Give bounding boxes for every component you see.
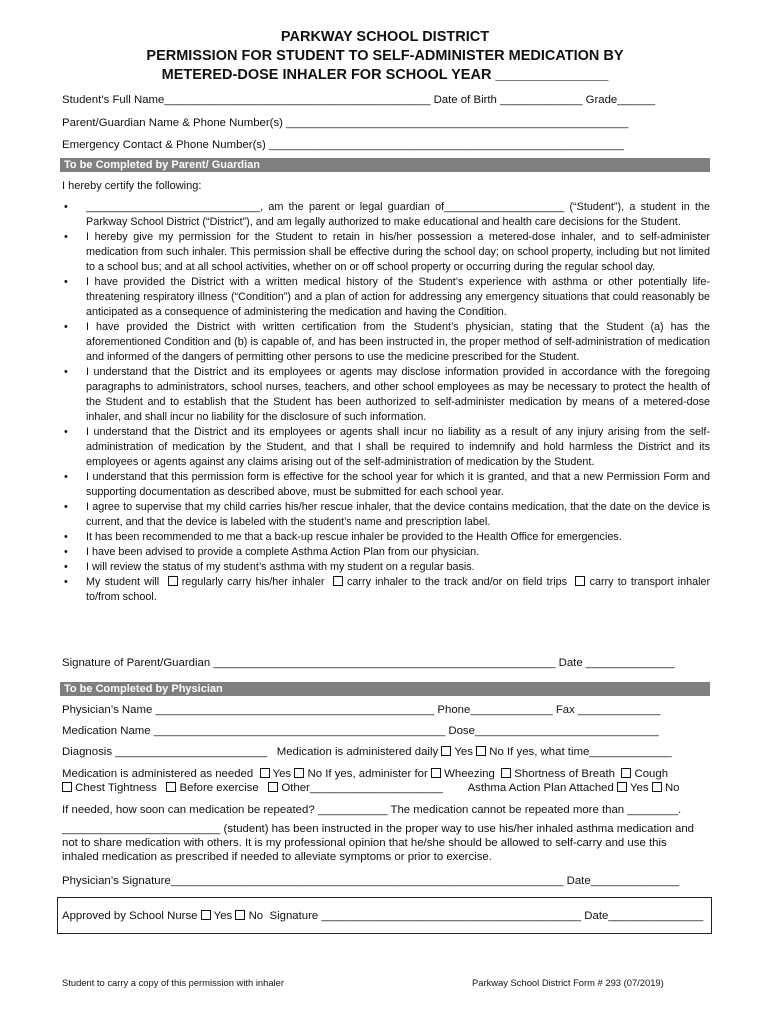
list-item: • _____________________________, am the parent or legal guardian of____________________ (“Student”), a student in the Parkway School District (“District”), and am legally authorized to make educational and health care decisions for the Student. [64, 201, 710, 228]
list-item: • I understand that the District and its employees or agents shall incur no liability as a result of any injury arising from the self-administration of medication by the Student, and that I shall be required to indemnify and hold harmless the District and its employees or agents against any claims arising out of the self-administration of medication by the Student. [64, 426, 710, 468]
symptoms-row: Chest Tightness Before exercise Other_____________________ Asthma Action Plan Attached Yes No [62, 782, 680, 794]
physician-signature-field[interactable]: Physician’s Signature______________________________________________________________ Date______________ [62, 875, 680, 887]
as-needed-no-checkbox[interactable] [294, 768, 304, 778]
list-item: • I agree to supervise that my child carries his/her rescue inhaler, that the device contains medication, that the date on the device is current, and that the device is labeled with the student’s name and prescription label. [64, 501, 710, 528]
wheezing-checkbox[interactable] [431, 768, 441, 778]
certify-intro: I hereby certify the following: [62, 180, 202, 192]
statement-line: not to share medication with others. It is my professional opinion that he/she should be allowed to self-carry and use this [62, 837, 667, 849]
as-needed-yes-checkbox[interactable] [260, 768, 270, 778]
list-item: • I have been advised to provide a complete Asthma Action Plan from our physician. [64, 546, 480, 558]
daily-yes-checkbox[interactable] [441, 746, 451, 756]
repeat-interval-field[interactable]: If needed, how soon can medication be repeated? ___________ The medication cannot be repeated more than ________. [62, 804, 682, 816]
list-item: • I will review the status of my student’s asthma with my student on a regular basis. [64, 561, 475, 573]
parent-signature-field[interactable]: Signature of Parent/Guardian ______________________________________________________ Date ______________ [62, 657, 675, 669]
list-item: • I hereby give my permission for the Student to retain in his/her possession a metered-dose inhaler, and to self-administer medication from such inhaler. This permission shall be effective during the school day; on school property, including but not limited to a school bus; and at all school activities, whether on or off school property or occurring during the regular school day. [64, 231, 710, 273]
diagnosis-field[interactable]: Diagnosis ________________________ [62, 746, 268, 758]
regularly-carry-checkbox[interactable] [168, 576, 178, 586]
daily-no-checkbox[interactable] [476, 746, 486, 756]
daily-label: Medication is administered daily [276, 746, 439, 758]
aap-no-checkbox[interactable] [652, 782, 662, 792]
nurse-approval-row: Approved by School Nurse Yes No Signature _________________________________________ Date_______________ [62, 910, 704, 922]
parent-guardian-phone-field[interactable]: Parent/Guardian Name & Phone Number(s) ______________________________________________________ [62, 117, 629, 129]
other-checkbox[interactable] [268, 782, 278, 792]
nurse-no-checkbox[interactable] [235, 910, 245, 920]
statement-line: inhaled medication as prescribed if needed to alleviate symptoms or prior to exercise. [62, 851, 492, 863]
medication-name-dose-field[interactable]: Medication Name ______________________________________________ Dose_____________________________ [62, 725, 659, 737]
form-title-school-year: METERED-DOSE INHALER FOR SCHOOL YEAR ______________ [161, 67, 609, 83]
nurse-yes-checkbox[interactable] [201, 910, 211, 920]
transport-inhaler-checkbox[interactable] [575, 576, 585, 586]
shortness-of-breath-checkbox[interactable] [501, 768, 511, 778]
track-field-trips-checkbox[interactable] [333, 576, 343, 586]
nurse-signature-field[interactable]: Signature _________________________________________ Date_______________ [269, 910, 704, 922]
cough-checkbox[interactable] [621, 768, 631, 778]
physician-name-phone-fax-field[interactable]: Physician’s Name ____________________________________________ Phone_____________ Fax _____________ [62, 704, 661, 716]
chest-tightness-checkbox[interactable] [62, 782, 72, 792]
as-needed-row: Medication is administered as needed Yes No If yes, administer for Wheezing Shortness of Breath Cough [62, 768, 669, 780]
certification-list [62, 200, 710, 605]
list-item: • It has been recommended to me that a back-up rescue inhaler be provided to the Health Office for emergencies. [64, 531, 622, 543]
form-title-permission: PERMISSION FOR STUDENT TO SELF-ADMINISTER MEDICATION BY [146, 48, 624, 64]
carry-options-item: • My student will regularly carry his/her inhaler carry inhaler to the track and/or on field trips carry to transport inhaler to/from school. [64, 576, 711, 603]
parent-section-heading: To be Completed by Parent/ Guardian [60, 158, 710, 172]
before-exercise-checkbox[interactable] [166, 782, 176, 792]
daily-time-field[interactable]: If yes, what time_____________ [507, 746, 672, 758]
physician-section-heading: To be Completed by Physician [60, 682, 710, 696]
list-item: • I understand that the District and its employees or agents may disclose information provided in accordance with the foregoing paragraphs to administrators, school nurses, teachers, and other school employees as may be necessary to protect the health of the Student and to establish that the Student has been authorized to self-administer medication by means of a metered-dose inhaler, and shall incur no liability for the disclosure of such information. [64, 366, 710, 423]
form-number: Parkway School District Form # 293 (07/2019) [472, 977, 664, 988]
list-item: • I understand that this permission form is effective for the school year for which it is granted, and that a new Permission Form and supporting documentation as described above, must be submitted for each school year. [64, 471, 710, 498]
form-title-district: PARKWAY SCHOOL DISTRICT [280, 29, 490, 45]
list-item: • I have provided the District with written certification from the Student’s physician, stating that the Student (a) has the aforementioned Condition and (b) is capable of, and has been instructed in, the proper method of self-administration of medication and informed of the dangers of permitting other persons to use the medicine prescribed for the Student. [64, 321, 710, 363]
emergency-contact-field[interactable]: Emergency Contact & Phone Number(s) ________________________________________________________ [62, 139, 624, 151]
student-name-dob-grade-field[interactable]: Student’s Full Name__________________________________________ Date of Birth _____________ Grade______ [62, 94, 656, 106]
footer-note: Student to carry a copy of this permission with inhaler [62, 977, 284, 988]
list-item: • I have provided the District with a written medical history of the Student’s experience with asthma or other potentially life-threatening respiratory illness (“Condition”) and a plan of action for addressing any emergency situations that could reasonably be anticipated as a consequence of administering the medication and having the Condition. [64, 276, 710, 318]
other-field[interactable]: Other_____________________ [281, 782, 443, 794]
aap-yes-checkbox[interactable] [617, 782, 627, 792]
statement-line[interactable]: _________________________ (student) has been instructed in the proper way to use his/her inhaled asthma medication and [62, 823, 694, 835]
diagnosis-row: Diagnosis ________________________ Medication is administered daily Yes No If yes, what time_____________ [62, 746, 672, 758]
